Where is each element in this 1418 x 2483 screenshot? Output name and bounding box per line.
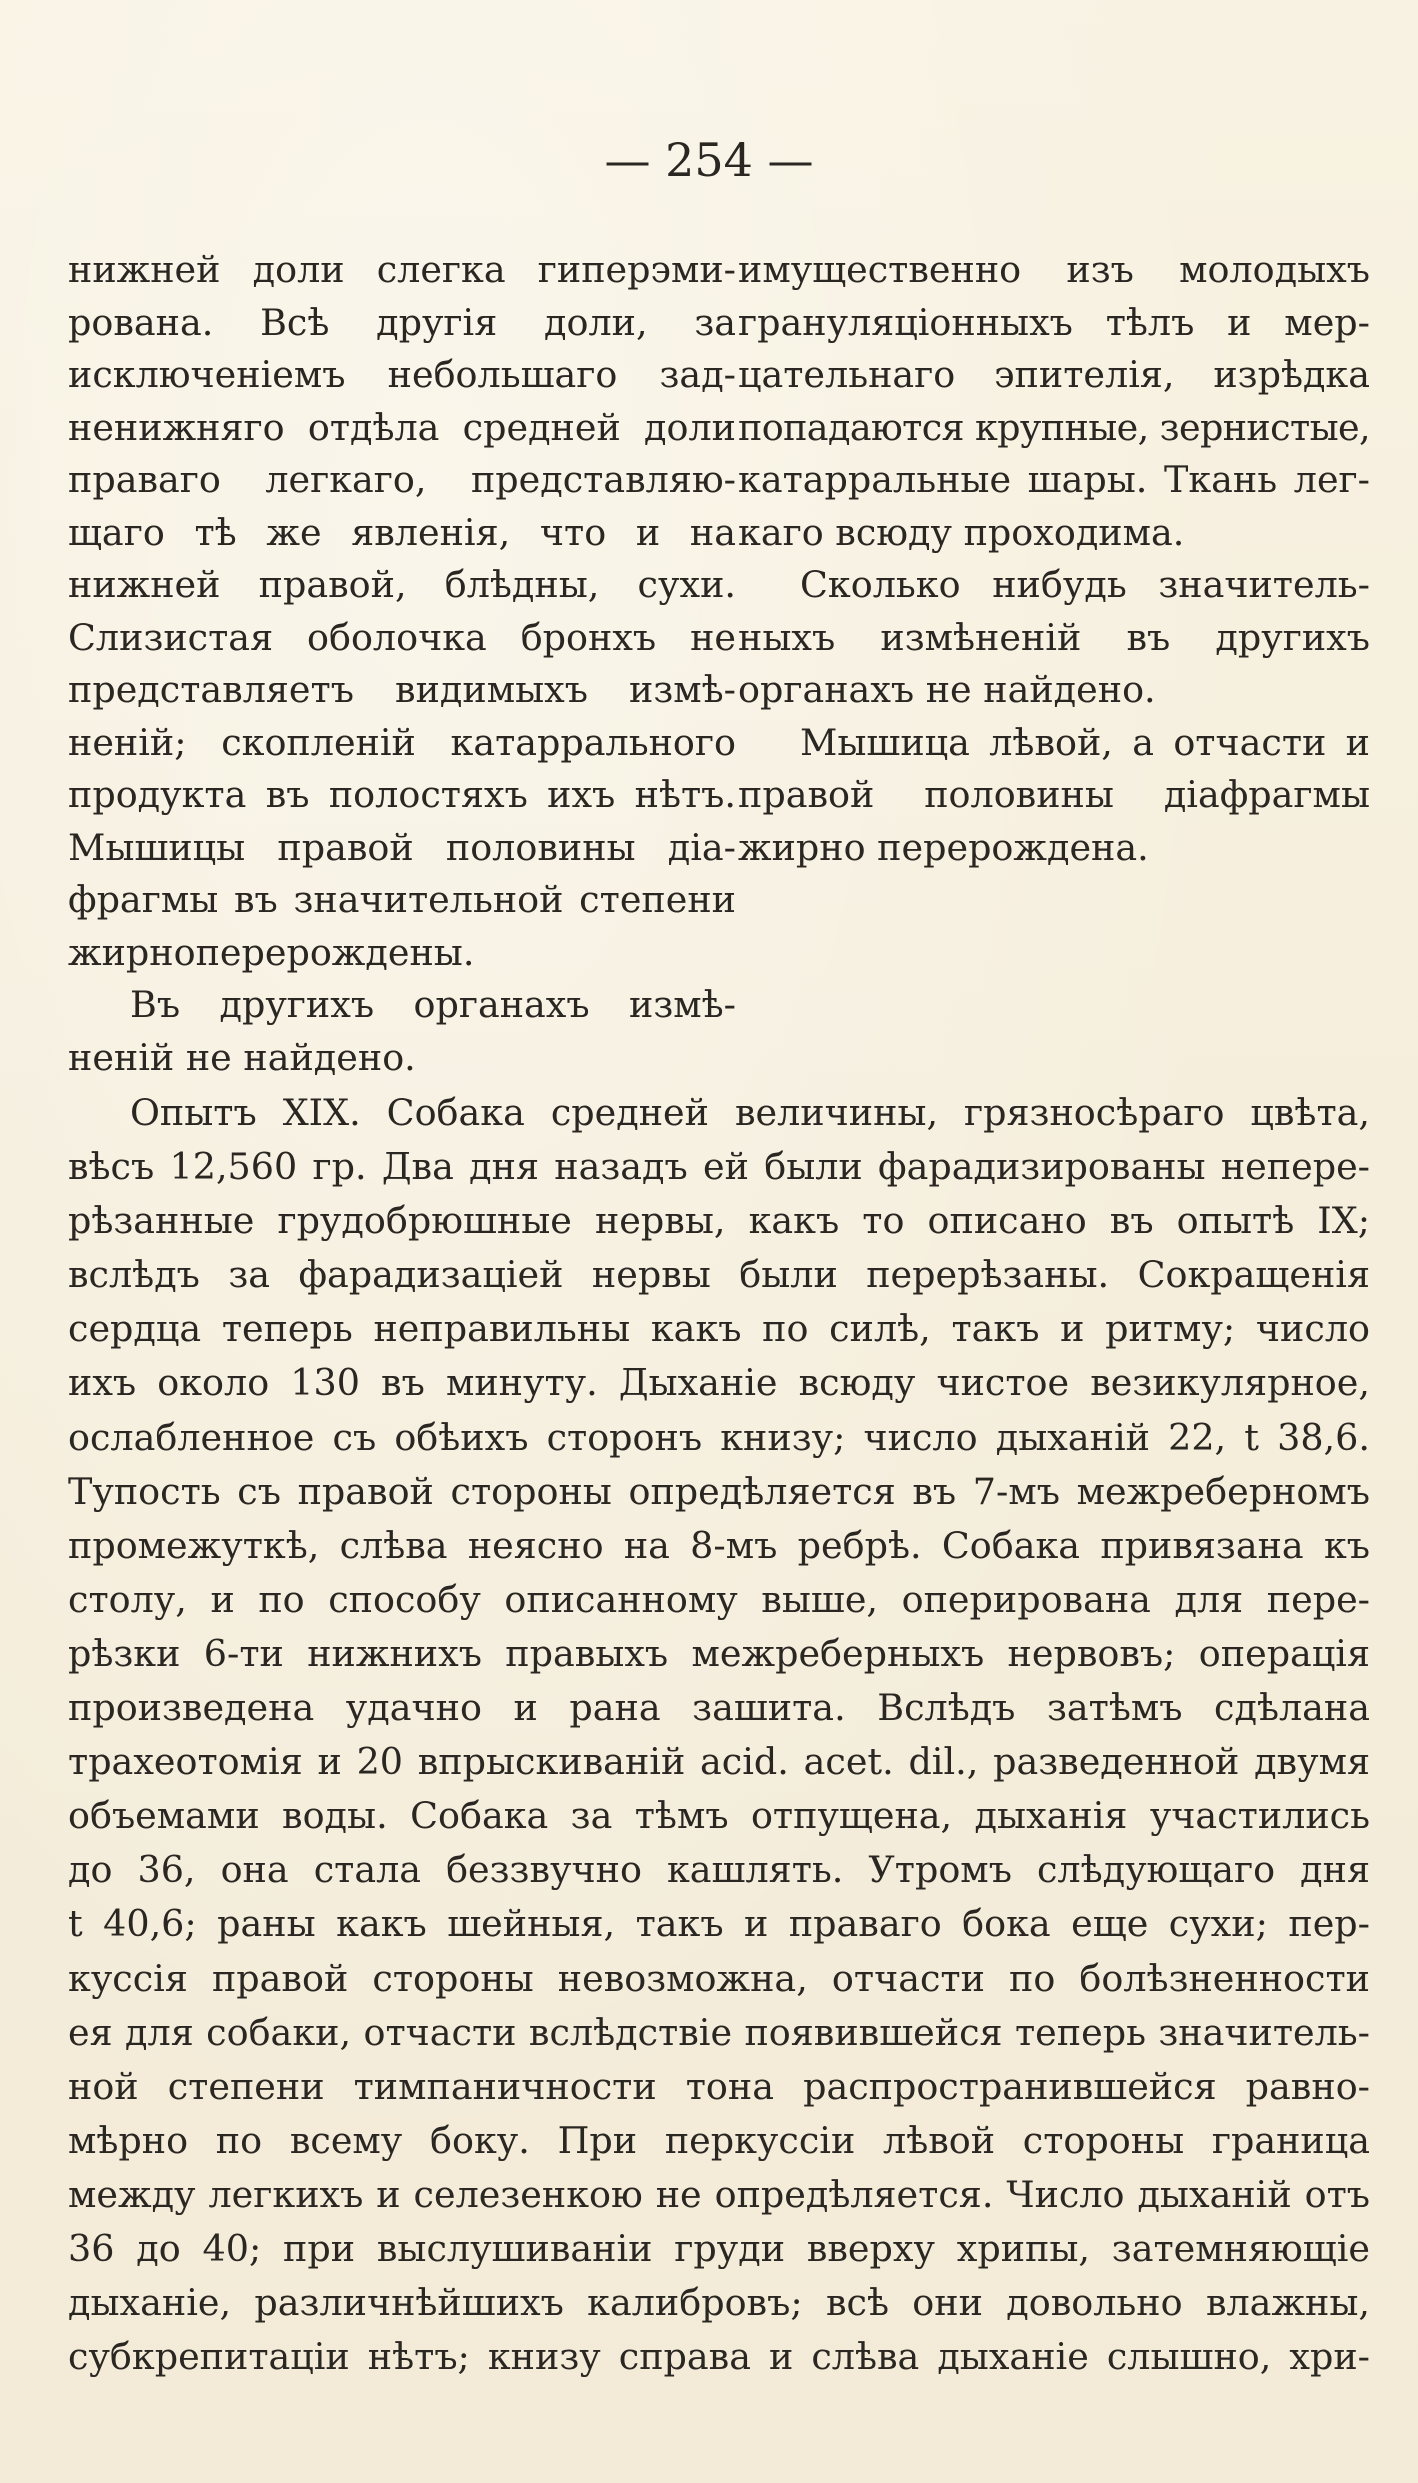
experiment-paragraph bbox=[68, 1086, 1370, 2384]
text-line: сердца теперь неправильны какъ по силѣ, такъ и ритму; число bbox=[68, 1307, 1370, 1351]
text-line: Опытъ XIX. Собака средней величины, грязносѣраго цвѣта, bbox=[130, 1091, 1370, 1134]
text-line: исключеніемъ небольшаго зад- bbox=[68, 353, 736, 396]
text-line: промежуткѣ, слѣва неясно на 8-мъ ребрѣ. Собака привязана къ bbox=[68, 1523, 1370, 1567]
text-line: столу, и по способу описанному выше, оперирована для пере- bbox=[68, 1577, 1370, 1621]
text-line: фрагмы въ значительной степени bbox=[68, 878, 736, 921]
text-line: ея для собаки, отчасти вслѣдствіе появившейся теперь значитель- bbox=[68, 2010, 1370, 2054]
text-line: нижней правой, блѣдны, сухи. bbox=[68, 563, 736, 606]
text-line: щаго тѣ же явленія, что и на bbox=[68, 510, 736, 554]
text-line: рѣзки 6-ти нижнихъ правыхъ межреберныхъ нервовъ; операція bbox=[68, 1631, 1370, 1675]
text-line: продукта въ полостяхъ ихъ нѣтъ. bbox=[68, 773, 736, 816]
page-number: — 254 — bbox=[604, 133, 814, 187]
text-line: произведена удачно и рана зашита. Вслѣдъ затѣмъ сдѣлана bbox=[68, 1686, 1370, 1730]
text-line: имущественно изъ молодыхъ bbox=[738, 248, 1370, 291]
text-line: Сколько нибудь значитель- bbox=[800, 563, 1370, 606]
text-line: ослабленное съ обѣихъ сторонъ книзу; число дыханій 22, t 38,6. bbox=[68, 1415, 1370, 1459]
text-line: ной степени тимпаничности тона распространившейся равно- bbox=[68, 2064, 1370, 2108]
text-line: жирноперерождены. bbox=[68, 930, 475, 974]
text-line: органахъ не найдено. bbox=[738, 668, 1156, 711]
text-line: правой половины діафрагмы bbox=[738, 773, 1370, 816]
text-line: объемами воды. Собака за тѣмъ отпущена, дыханія участились bbox=[68, 1794, 1370, 1838]
text-line: каго всюду проходима. bbox=[738, 510, 1185, 554]
text-line: Слизистая оболочка бронхъ не bbox=[68, 615, 736, 659]
text-line: куссія правой стороны невозможна, отчасти по болѣзненности bbox=[68, 1956, 1370, 2000]
text-line: жирно перерождена. bbox=[738, 825, 1149, 869]
text-line: вѣсъ 12,560 гр. Два дня назадъ ей были фарадизированы непере- bbox=[68, 1145, 1370, 1189]
text-line: t 40,6; раны какъ шейныя, такъ и праваго бока еще сухи; пер- bbox=[68, 1902, 1370, 1946]
text-line: рована. Всѣ другія доли, за bbox=[68, 300, 736, 344]
text-line: между легкихъ и селезенкою не опредѣляется. Число дыханій отъ bbox=[68, 2172, 1370, 2216]
text-line: неній не найдено. bbox=[68, 1035, 416, 1079]
text-line: дыханіе, различнѣйшихъ калибровъ; всѣ они довольно влажны, bbox=[68, 2281, 1370, 2325]
right-column bbox=[738, 244, 1370, 874]
text-line: субкрепитаціи нѣтъ; книзу справа и слѣва дыханіе слышно, хри- bbox=[68, 2335, 1370, 2379]
text-line: катарральные шары. Ткань лег- bbox=[738, 458, 1370, 501]
text-line: ныхъ измѣненій въ другихъ bbox=[738, 615, 1370, 659]
text-line: нижней доли слегка гиперэми- bbox=[68, 248, 736, 291]
text-line: Мышицы правой половины діа- bbox=[68, 825, 736, 869]
text-line: рѣзанные грудобрюшные нервы, какъ то описано въ опытѣ IX; bbox=[68, 1199, 1370, 1243]
text-line: трахеотомія и 20 впрыскиваній acid. acet. dil., разведенной двумя bbox=[68, 1740, 1370, 1784]
text-line: праваго легкаго, представляю- bbox=[68, 458, 736, 501]
text-line: неній; скопленій катаррального bbox=[68, 720, 736, 764]
text-line: Тупость съ правой стороны опредѣляется въ 7-мъ межреберномъ bbox=[68, 1469, 1370, 1513]
text-line: цательнаго эпителія, изрѣдка bbox=[738, 353, 1370, 396]
text-line: вслѣдъ за фарадизаціей нервы были перерѣзаны. Сокращенія bbox=[68, 1253, 1370, 1297]
left-column bbox=[68, 244, 736, 1084]
text-line: попадаются крупные, зернистые, bbox=[738, 405, 1370, 449]
text-line: до 36, она стала беззвучно кашлять. Утромъ слѣдующаго дня bbox=[68, 1848, 1370, 1892]
text-line: ихъ около 130 въ минуту. Дыханіе всюду чистое везикулярное, bbox=[68, 1361, 1370, 1405]
text-line: представляетъ видимыхъ измѣ- bbox=[68, 668, 736, 711]
text-line: мѣрно по всему боку. При перкуссіи лѣвой стороны граница bbox=[68, 2118, 1370, 2162]
text-line: ненижняго отдѣла средней доли bbox=[68, 405, 736, 449]
text-line: Мышица лѣвой, а отчасти и bbox=[800, 720, 1370, 764]
text-line: Въ другихъ органахъ измѣ- bbox=[130, 983, 736, 1026]
text-line: 36 до 40; при выслушиваніи груди вверху хрипы, затемняющіе bbox=[68, 2226, 1370, 2270]
text-line: грануляціонныхъ тѣлъ и мер- bbox=[738, 300, 1370, 344]
